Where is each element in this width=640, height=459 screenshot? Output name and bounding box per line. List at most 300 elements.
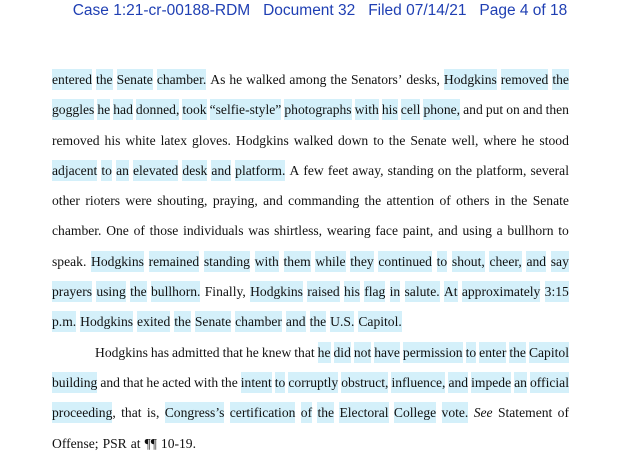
word xyxy=(213,186,258,216)
word xyxy=(288,186,359,216)
body-text: of xyxy=(133,223,145,239)
highlighted-text: salute. xyxy=(405,281,440,302)
highlighted-text: continued xyxy=(378,251,432,272)
body-text: A xyxy=(289,162,300,178)
word xyxy=(150,216,179,246)
word xyxy=(330,307,354,337)
highlighted-text: certification xyxy=(230,402,296,423)
word xyxy=(105,126,121,156)
word xyxy=(123,368,143,398)
word xyxy=(531,156,570,186)
body-text: praying, xyxy=(212,193,258,209)
highlighted-text: remained xyxy=(149,251,200,272)
highlighted-text: and xyxy=(286,311,306,332)
highlighted-text: chamber xyxy=(235,311,282,332)
word xyxy=(162,368,191,398)
word xyxy=(439,186,450,216)
word xyxy=(157,65,206,95)
body-text: desks, xyxy=(406,72,440,87)
highlighted-text: p.m. xyxy=(52,311,76,332)
body-text: and xyxy=(263,193,283,209)
body-text: among xyxy=(289,72,327,87)
word xyxy=(210,65,225,95)
highlighted-text: official xyxy=(530,372,569,393)
body-text: Statement xyxy=(497,405,553,421)
word xyxy=(223,338,243,368)
body-text: Hodgkins xyxy=(95,344,148,360)
highlighted-text: Hodgkins xyxy=(250,281,303,302)
highlighted-text: the xyxy=(552,69,569,90)
word xyxy=(289,156,299,186)
highlighted-text: 3:15 xyxy=(545,281,569,302)
word xyxy=(539,126,568,156)
word xyxy=(315,247,345,277)
word xyxy=(462,277,541,307)
highlighted-text: the xyxy=(509,342,526,363)
highlighted-text: “selfie-style” xyxy=(210,99,282,120)
word xyxy=(91,247,144,277)
highlighted-text: the xyxy=(310,311,327,332)
text-line xyxy=(52,95,569,125)
word xyxy=(151,338,169,368)
body-text: platform, xyxy=(476,162,527,178)
word xyxy=(355,95,379,125)
word xyxy=(495,186,506,216)
word xyxy=(289,65,326,95)
body-text: latex xyxy=(160,132,188,148)
body-text: and xyxy=(522,102,543,118)
body-text: Hodgkins xyxy=(235,132,289,148)
body-text: that xyxy=(294,344,315,360)
highlighted-text: an xyxy=(514,372,527,393)
highlighted-text: Hodgkins xyxy=(444,69,497,90)
word xyxy=(374,338,400,368)
word xyxy=(262,338,291,368)
word xyxy=(95,338,148,368)
word xyxy=(387,186,435,216)
body-text: and xyxy=(438,223,458,239)
word xyxy=(284,247,311,277)
text-line xyxy=(52,156,569,186)
highlighted-text: his xyxy=(344,281,360,302)
text-line xyxy=(52,307,569,337)
word xyxy=(558,216,569,246)
word xyxy=(165,398,225,428)
highlighted-text: to xyxy=(466,342,477,363)
word xyxy=(52,429,99,459)
body-text: he xyxy=(521,132,535,148)
word xyxy=(310,307,327,337)
highlighted-text: in xyxy=(390,281,401,302)
highlighted-text: cheer, xyxy=(489,251,521,272)
highlighted-text: shout, xyxy=(452,251,485,272)
word xyxy=(511,186,528,216)
highlighted-text: impede xyxy=(471,372,511,393)
body-text: face xyxy=(375,223,398,239)
word xyxy=(551,247,569,277)
highlighted-text: Senate xyxy=(195,311,231,332)
body-text: Senators’ xyxy=(351,72,403,87)
body-text: using xyxy=(462,223,492,239)
body-text: others xyxy=(456,193,490,209)
word xyxy=(334,338,351,368)
body-text: admitted xyxy=(172,344,220,360)
body-text: As xyxy=(210,72,226,87)
body-text: Senate xyxy=(410,132,447,148)
highlighted-text: building xyxy=(52,372,97,393)
word xyxy=(438,216,458,246)
word xyxy=(341,368,388,398)
highlighted-text: with xyxy=(255,251,279,272)
highlighted-text: Capitol xyxy=(529,342,569,363)
highlighted-text: Hodgkins xyxy=(80,311,133,332)
word xyxy=(183,216,243,246)
word xyxy=(523,95,543,125)
body-text: other xyxy=(52,193,80,209)
word xyxy=(133,156,178,186)
highlighted-text: enter xyxy=(479,342,506,363)
highlighted-text: photographs xyxy=(284,99,351,120)
word xyxy=(489,247,521,277)
body-text: to xyxy=(373,132,384,148)
word xyxy=(147,398,159,428)
word xyxy=(391,368,445,398)
body-text: attention xyxy=(386,193,435,209)
body-text: was xyxy=(248,223,270,239)
highlighted-text: the xyxy=(317,402,334,423)
highlighted-text: his xyxy=(382,99,398,120)
highlighted-text: corruptly xyxy=(288,372,338,393)
text-line xyxy=(52,338,569,368)
word xyxy=(235,156,285,186)
body-text: knew xyxy=(261,344,292,360)
highlighted-text: using xyxy=(96,281,125,302)
word xyxy=(236,126,289,156)
word xyxy=(52,247,86,277)
word xyxy=(339,398,388,428)
word xyxy=(462,216,491,246)
highlighted-text: chamber. xyxy=(157,69,206,90)
word xyxy=(161,126,187,156)
highlighted-text: the xyxy=(130,281,147,302)
word xyxy=(294,126,333,156)
word xyxy=(497,216,503,246)
word xyxy=(522,126,535,156)
word xyxy=(100,368,120,398)
word xyxy=(284,95,351,125)
text-line xyxy=(52,126,569,156)
word xyxy=(327,216,371,246)
word xyxy=(452,247,485,277)
body-text: wearing xyxy=(326,223,371,239)
body-text: Senate xyxy=(532,193,569,209)
word xyxy=(255,247,279,277)
word xyxy=(205,277,246,307)
highlighted-text: to xyxy=(275,372,286,393)
word xyxy=(403,216,434,246)
body-text: to xyxy=(558,223,569,239)
highlighted-text: to xyxy=(101,160,112,181)
word xyxy=(221,368,238,398)
word xyxy=(96,65,113,95)
word xyxy=(301,398,312,428)
highlighted-text: College xyxy=(394,402,436,423)
word xyxy=(463,95,483,125)
body-text: individuals xyxy=(183,223,244,239)
word xyxy=(172,338,220,368)
word xyxy=(403,338,463,368)
body-text: standing xyxy=(387,162,434,178)
word xyxy=(498,398,552,428)
body-text: white xyxy=(125,132,156,148)
word xyxy=(506,95,520,125)
word xyxy=(149,247,200,277)
highlighted-text: flag xyxy=(364,281,385,302)
highlighted-text: them xyxy=(284,251,311,272)
body-text: is, xyxy=(146,405,160,421)
word xyxy=(533,186,569,216)
word xyxy=(448,368,468,398)
word xyxy=(466,338,477,368)
word xyxy=(423,95,460,125)
body-text: speak. xyxy=(52,253,87,269)
body-text: the xyxy=(364,193,382,209)
body-text: rioters xyxy=(85,193,121,209)
highlighted-text: to xyxy=(437,251,448,272)
body-text: on xyxy=(437,162,452,178)
word xyxy=(85,186,120,216)
highlighted-text: removed xyxy=(501,69,549,90)
word xyxy=(410,126,446,156)
body-text: a xyxy=(496,223,503,239)
highlighted-text: have xyxy=(374,342,400,363)
body-text: walked xyxy=(246,72,286,87)
word xyxy=(455,156,472,186)
body-text: PSR xyxy=(102,435,127,451)
body-text: that xyxy=(121,405,142,421)
body-text: bullhorn xyxy=(507,223,554,239)
word xyxy=(545,277,569,307)
word xyxy=(97,95,110,125)
body-text: several xyxy=(530,162,569,178)
body-text: his xyxy=(104,132,121,148)
highlighted-text: At xyxy=(444,281,458,302)
highlighted-text: goggles xyxy=(52,99,94,120)
word xyxy=(157,186,207,216)
highlighted-text: obstruct, xyxy=(341,372,388,393)
word xyxy=(130,277,147,307)
word xyxy=(52,126,100,156)
word xyxy=(317,398,334,428)
body-text: feet xyxy=(327,162,349,178)
word xyxy=(437,247,448,277)
text-line xyxy=(52,216,569,246)
body-text: then xyxy=(545,102,569,118)
body-text: gloves. xyxy=(192,132,231,148)
body-text: put xyxy=(485,102,504,118)
word xyxy=(382,95,398,125)
body-text: has xyxy=(150,344,169,360)
word xyxy=(546,95,569,125)
highlighted-text: phone, xyxy=(423,99,460,120)
highlighted-text: U.S. xyxy=(330,311,354,332)
word xyxy=(476,156,526,186)
word xyxy=(101,156,112,186)
word xyxy=(507,216,553,246)
body-text: One xyxy=(106,223,129,239)
body-text: he xyxy=(245,344,259,360)
word xyxy=(174,307,191,337)
body-text: the xyxy=(330,72,348,87)
word xyxy=(80,307,133,337)
text-line xyxy=(52,247,569,277)
highlighted-text: platform. xyxy=(235,160,285,181)
body-text: he xyxy=(229,72,243,87)
word xyxy=(286,307,306,337)
word xyxy=(52,156,97,186)
word xyxy=(229,65,242,95)
body-text: well, xyxy=(451,132,479,148)
word xyxy=(52,65,92,95)
highlighted-text: standing xyxy=(204,251,250,272)
word xyxy=(388,156,434,186)
word xyxy=(211,156,231,186)
body-text: the xyxy=(510,193,528,209)
word xyxy=(365,186,382,216)
body-text: the xyxy=(388,132,406,148)
body-text: acted xyxy=(162,374,191,390)
word xyxy=(263,186,283,216)
body-text: stood xyxy=(539,132,569,148)
highlighted-text: adjacent xyxy=(52,160,97,181)
text-line xyxy=(52,429,569,459)
word xyxy=(350,247,373,277)
text-line xyxy=(52,65,569,95)
word xyxy=(529,338,569,368)
word xyxy=(52,277,92,307)
word xyxy=(195,307,231,337)
body-text: the xyxy=(455,162,473,178)
word xyxy=(116,156,129,186)
body-text: commanding xyxy=(288,193,360,209)
word xyxy=(192,126,231,156)
word xyxy=(552,65,569,95)
word xyxy=(401,95,421,125)
word xyxy=(52,216,101,246)
body-text: he xyxy=(146,374,160,390)
body-text: shirtless, xyxy=(274,223,323,239)
word xyxy=(274,216,322,246)
highlighted-text: bullhorn. xyxy=(151,281,200,302)
word xyxy=(52,368,97,398)
word xyxy=(375,216,398,246)
body-text: Offense; xyxy=(52,435,99,451)
word xyxy=(131,429,141,459)
word xyxy=(530,368,569,398)
word xyxy=(471,368,511,398)
word xyxy=(558,398,569,428)
highlighted-text: exited xyxy=(137,311,170,332)
word xyxy=(288,368,338,398)
word xyxy=(117,65,153,95)
body-text: paint, xyxy=(402,223,434,239)
body-text: down xyxy=(337,132,369,148)
body-text: shouting, xyxy=(157,193,208,209)
body-text: at xyxy=(130,435,141,451)
word xyxy=(294,338,314,368)
highlighted-text: he xyxy=(318,342,331,363)
word xyxy=(406,65,440,95)
word xyxy=(394,398,436,428)
highlighted-text: the xyxy=(174,311,191,332)
body-text: were xyxy=(125,193,152,209)
word xyxy=(303,156,323,186)
word xyxy=(121,398,141,428)
word xyxy=(509,338,526,368)
word xyxy=(501,65,549,95)
highlighted-text: Electoral xyxy=(339,402,388,423)
word xyxy=(210,95,282,125)
word xyxy=(344,277,360,307)
highlighted-text: did xyxy=(334,342,351,363)
word xyxy=(125,186,151,216)
word xyxy=(483,126,516,156)
word xyxy=(444,277,458,307)
word xyxy=(241,368,272,398)
highlighted-text: elevated xyxy=(133,160,178,181)
highlighted-text: Congress’s xyxy=(165,402,225,423)
word xyxy=(328,156,348,186)
highlighted-text: Hodgkins xyxy=(91,251,144,272)
word xyxy=(52,398,116,428)
word xyxy=(444,65,497,95)
highlighted-text: they xyxy=(350,251,373,272)
word xyxy=(442,398,469,428)
text-line xyxy=(52,368,569,398)
word xyxy=(351,65,402,95)
highlighted-text: prayers xyxy=(52,281,92,302)
body-text: removed xyxy=(52,132,100,148)
body-text: in xyxy=(494,193,506,209)
word xyxy=(456,186,489,216)
highlighted-text: raised xyxy=(307,281,339,302)
word xyxy=(182,95,206,125)
body-text: See xyxy=(473,405,493,421)
word xyxy=(275,368,286,398)
highlighted-text: not xyxy=(354,342,371,363)
body-text: ¶¶ xyxy=(144,435,157,451)
word xyxy=(373,126,384,156)
word xyxy=(230,398,296,428)
body-text: of xyxy=(439,193,451,209)
word xyxy=(246,65,285,95)
highlighted-text: intent xyxy=(241,372,272,393)
body-text: Finally, xyxy=(204,284,246,300)
highlighted-text: donned, xyxy=(136,99,179,120)
word xyxy=(338,126,368,156)
body-text: away, xyxy=(352,162,384,178)
word xyxy=(161,429,196,459)
highlighted-text: proceeding xyxy=(52,402,112,423)
word xyxy=(378,247,432,277)
word xyxy=(235,307,282,337)
highlighted-text: he xyxy=(97,99,110,120)
highlighted-text: with xyxy=(355,99,379,120)
case-header: Case 1:21-cr-00188-RDM Document 32 Filed 07/14/21 Page 4 of 18 xyxy=(72,2,568,19)
body-text: , xyxy=(112,405,116,421)
body-text: with xyxy=(193,374,219,390)
highlighted-text: the xyxy=(96,69,113,90)
